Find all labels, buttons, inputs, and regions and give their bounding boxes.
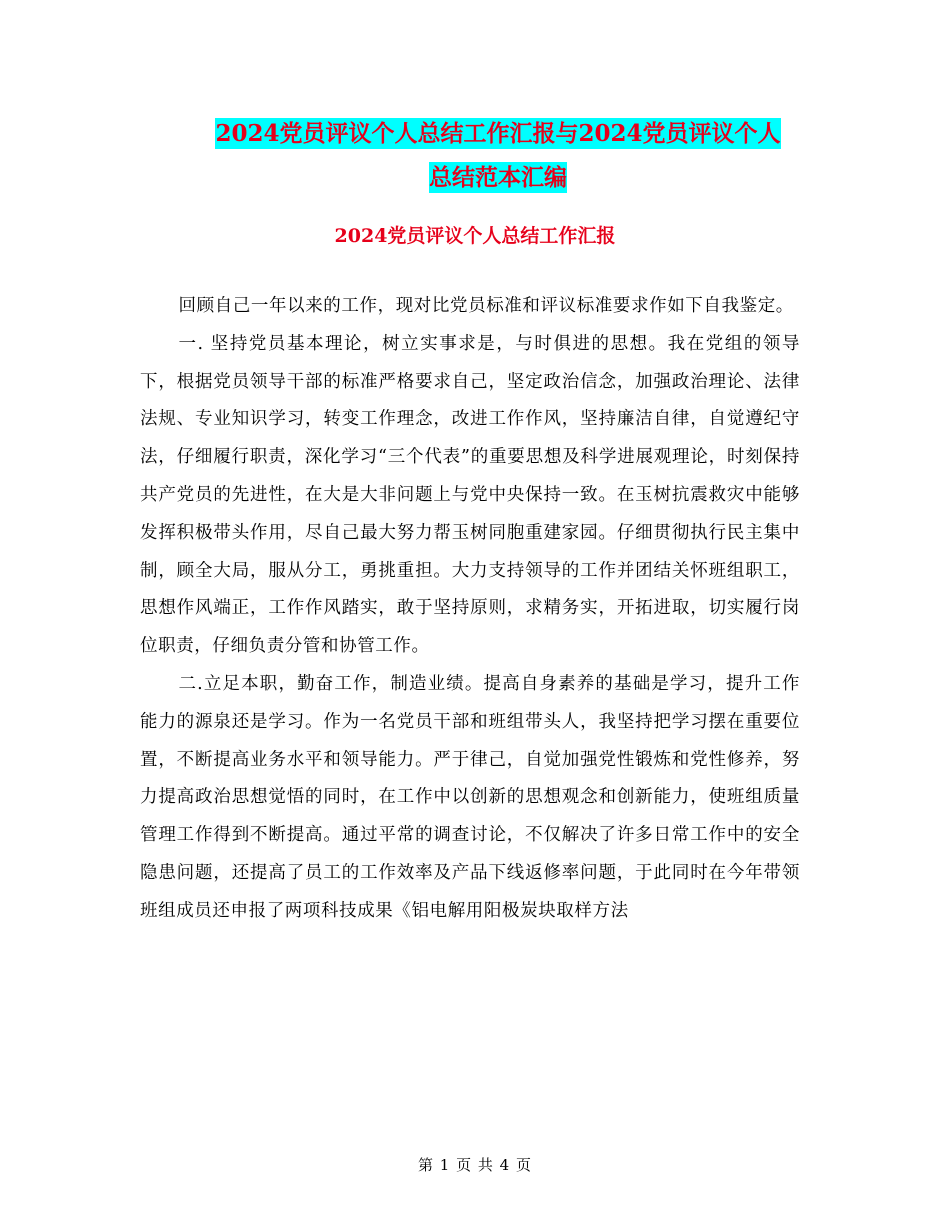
document-title-line-1: 2024党员评议个人总结工作汇报与2024党员评议个人 — [215, 120, 781, 147]
paragraph-section-two: 二.立足本职，勤奋工作，制造业绩。提高自身素养的基础是学习，提升工作能力的源泉还是学习。作为一名党员干部和班组带头人，我坚持把学习摆在重要位置，不断提高业务水平和领导能力。严于律己，自觉加强党性锻炼和党性修养，努力提高政治思想觉悟的同时，在工作中以创新的思想观念和创新能力，使班组质量管理工作得到不断提高。通过平常的调查讨论，不仅解决了许多日常工作中的安全隐患问题，还提高了员工的工作效率及产品下线返修率问题，于此同时在今年带领班组成员还申报了两项科技成果《铝电解用阳极炭块取样方法 — [140, 673, 800, 921]
document-body — [140, 288, 800, 931]
paragraph-section-one: 一. 坚持党员基本理论，树立实事求是，与时俱进的思想。我在党组的领导下，根据党员领导干部的标准严格要求自己，坚定政治信念，加强政治理论、法律法规、专业知识学习，转变工作理念，改进工作作风，坚持廉洁自律，自觉遵纪守法，仔细履行职责，深化学习“三个代表”的重要思想及科学进展观理论，时刻保持共产党员的先进性，在大是大非问题上与党中央保持一致。在玉树抗震救灾中能够发挥积极带头作用，尽自己最大努力帮玉树同胞重建家园。仔细贯彻执行民主集中制，顾全大局，服从分工，勇挑重担。大力支持领导的工作并团结关怀班组职工，思想作风端正，工作作风踏实，敢于坚持原则，求精务实，开拓进取，切实履行岗位职责，仔细负责分管和协管工作。 — [140, 333, 800, 657]
page-number-footer: 第 1 页 共 4 页 — [418, 1156, 532, 1174]
document-title-line-2: 总结范本汇编 — [429, 164, 567, 191]
paragraph-intro: 回顾自己一年以来的工作，现对比党员标准和评议标准要求作如下自我鉴定。 — [178, 296, 794, 316]
section-heading: 2024党员评议个人总结工作汇报 — [334, 225, 616, 247]
document-title — [120, 112, 876, 200]
